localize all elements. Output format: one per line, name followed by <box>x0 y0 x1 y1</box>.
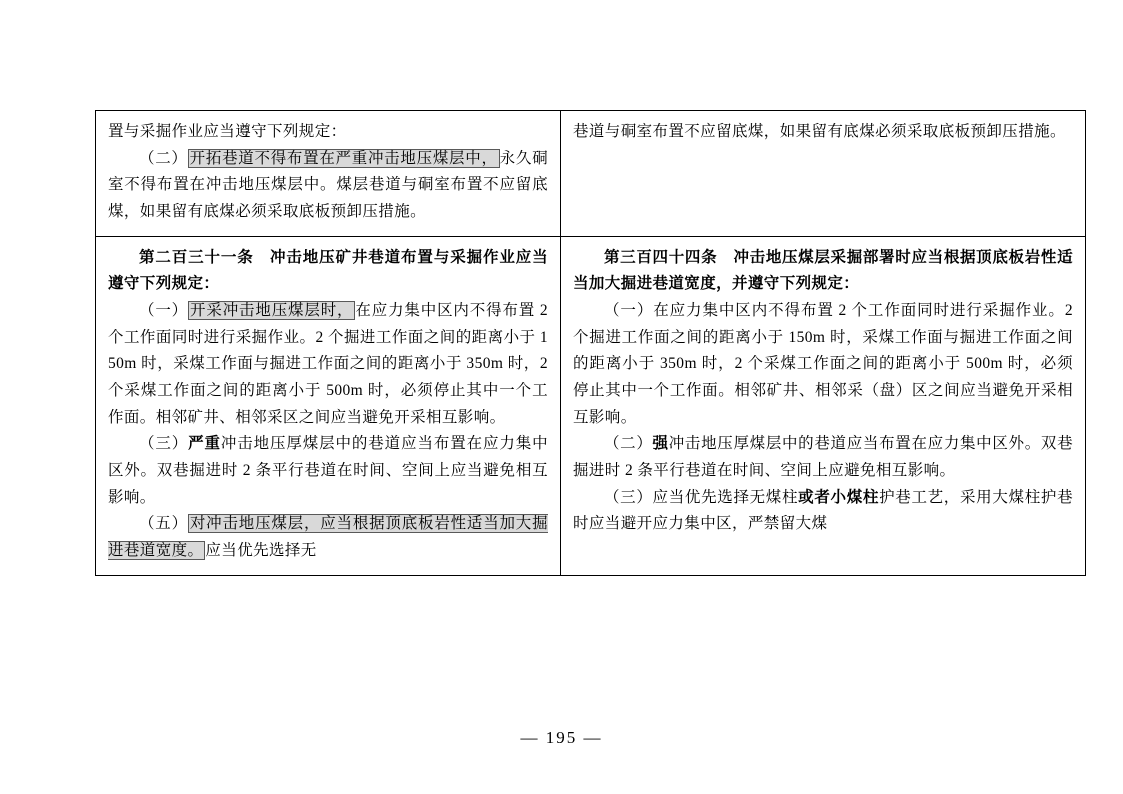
highlighted-text: 开采冲击地压煤层时， <box>190 301 354 319</box>
text-segment: （五） <box>139 515 188 533</box>
paragraph: 巷道与硐室布置不应留底煤，如果留有底煤必须采取底板预卸压措施。 <box>573 123 1066 140</box>
paragraph <box>108 298 548 431</box>
text-segment: （三）应当优先选择无煤柱 <box>604 488 799 506</box>
table-row <box>96 236 1086 575</box>
paragraph: 置与采掘作业应当遵守下列规定： <box>108 123 347 140</box>
paragraph <box>108 146 548 226</box>
table-cell-right-1 <box>561 111 1086 237</box>
table-row <box>96 111 1086 237</box>
highlighted-text: 开拓巷道不得布置在严重冲击地压煤层中， <box>189 149 498 167</box>
bold-text: 严重 <box>188 435 221 453</box>
comparison-table <box>95 110 1086 576</box>
bold-text: 或者小煤柱 <box>798 488 880 506</box>
paragraph: （一）在应力集中区内不得布置 2 个工作面同时进行采掘作业。2 个掘进工作面之间的距离小于 150m 时，采煤工作面与掘进工作面之间的距离小于 350m 时，2 个采煤工作面之间的距离小于 500m 时，必须停止其中一个工作面。相邻矿井、相邻采（盘）区之间应当避免开采相互影响。 <box>573 301 1073 426</box>
text-segment: 应当优先选择无 <box>205 541 317 559</box>
article-heading: 第二百三十一条 冲击地压矿井巷道布置与采掘作业应当遵守下列规定： <box>108 248 548 293</box>
comparison-table-wrapper <box>95 110 1073 576</box>
paragraph <box>108 431 548 511</box>
table-cell-left-2 <box>96 236 561 575</box>
text-segment: （三） <box>139 435 189 453</box>
paragraph <box>108 511 548 564</box>
text-segment: 冲击地压厚煤层中的巷道应当布置在应力集中区外。双巷掘进时 2 条平行巷道在时间、空间上应当避免相互影响。 <box>108 435 548 506</box>
page-number: — 195 — <box>520 728 603 747</box>
text-segment: 冲击地压厚煤层中的巷道应当布置在应力集中区外。双巷掘进时 2 条平行巷道在时间、空间上应避免相互影响。 <box>573 435 1073 479</box>
paragraph <box>573 431 1073 484</box>
bold-text: 强 <box>652 435 669 453</box>
text-segment: 在应力集中区内不得布置 2 个工作面同时进行采掘作业。2 个掘进工作面之间的距离小于 150m 时，采煤工作面与掘进工作面之间的距离小于 350m 时，2 个采煤工作面之间的距离小于 500m 时，必须停止其中一个工作面。相邻矿井、相邻采区之间应当避免开采相互影响。 <box>108 301 548 426</box>
text-segment: 永久硐室不得布置在冲击地压煤层中。煤层巷道与硐室布置不应留底煤，如果留有底煤必须采取底板预卸压措施。 <box>108 149 548 220</box>
article-heading: 第三百四十四条 冲击地压煤层采掘部署时应当根据顶底板岩性适当加大掘进巷道宽度，并遵守下列规定： <box>573 248 1073 293</box>
text-segment: （一） <box>139 301 189 319</box>
table-body <box>96 111 1086 576</box>
text-segment: 护巷工艺，采用大煤柱护巷时应当避开应力集中区，严禁留大煤 <box>573 488 1073 533</box>
text-segment: （二） <box>139 149 188 167</box>
highlighted-text: 对冲击地压煤层，应当根据顶底板岩性适当加大掘进巷道宽度。 <box>108 515 548 559</box>
text-segment: （二） <box>604 435 653 453</box>
table-cell-right-2 <box>561 236 1086 575</box>
table-cell-left-1 <box>96 111 561 237</box>
paragraph <box>573 485 1073 538</box>
